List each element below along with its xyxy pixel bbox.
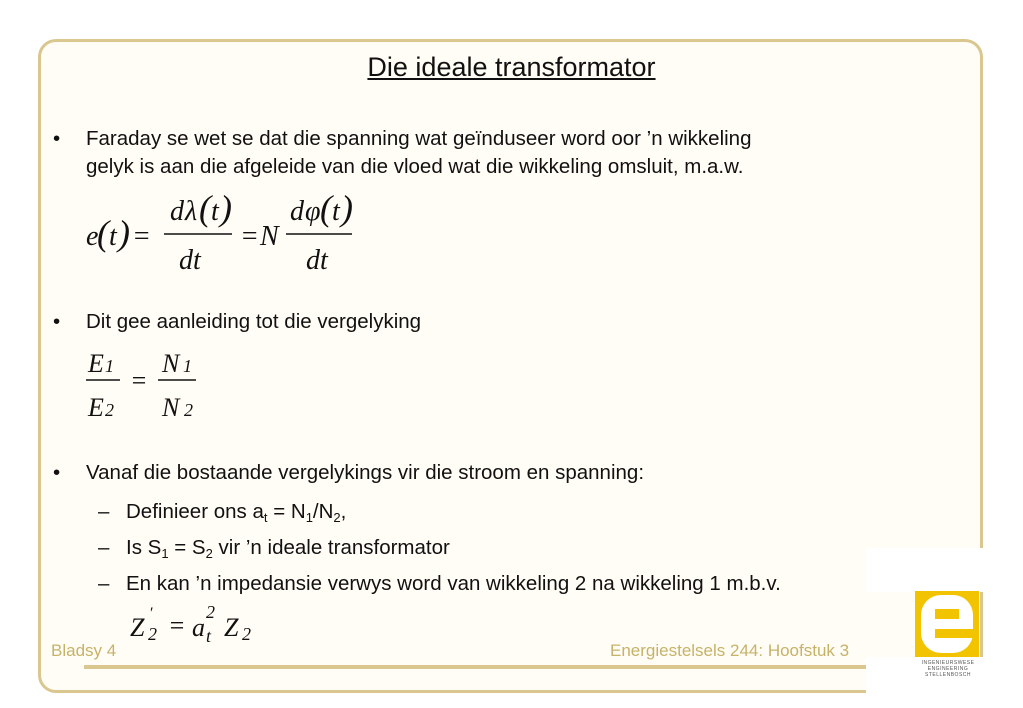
svg-text:d: d <box>170 196 184 227</box>
svg-text:2: 2 <box>105 400 114 420</box>
svg-text:t: t <box>332 196 340 227</box>
svg-text:2: 2 <box>242 624 251 644</box>
sub-dash: – <box>98 536 110 559</box>
footer-course: Energiestelsels 244: Hoofstuk 3 <box>610 641 850 660</box>
svg-text:2: 2 <box>184 400 193 420</box>
svg-text:): ) <box>341 192 353 228</box>
svg-text:λ: λ <box>185 196 198 227</box>
svg-text:N: N <box>162 349 180 378</box>
letter-e-icon <box>915 591 979 657</box>
sub-item-power: – Is $S_1 = S_2$ vir ’n ideale transformator <box>98 536 450 561</box>
ratio-equation <box>84 344 209 428</box>
svg-text:2: 2 <box>206 602 215 622</box>
bullet-faraday-line2: gelyk is aan die afgeleide van die vloed wat die wikkeling omsluit, m.a.w. <box>86 155 744 178</box>
svg-text:N: N <box>260 221 279 252</box>
logo-caption: INGENIEURSWESE ENGINEERING STELLENBOSCH <box>921 660 975 678</box>
svg-text:t: t <box>206 626 212 646</box>
sub-item-impedance: – En kan ’n impedansie verwys word van wikkeling 2 na wikkeling 1 m.b.v. <box>126 570 781 598</box>
svg-text:dt: dt <box>306 245 328 276</box>
svg-text:E: E <box>88 349 104 378</box>
svg-text:(: ( <box>320 192 332 228</box>
svg-text:1: 1 <box>183 356 192 376</box>
bullet-equation-intro <box>53 308 422 336</box>
svg-text:Z: Z <box>130 613 145 642</box>
svg-text:1: 1 <box>105 356 114 376</box>
svg-text:a: a <box>192 613 205 642</box>
bullet-dot: • <box>53 127 61 150</box>
sub-item-turns-ratio: – Definieer ons $a_t = N_1/N_2$, <box>98 500 347 525</box>
engineering-logo <box>915 591 979 657</box>
bullet-dot: • <box>53 461 61 484</box>
svg-text:E: E <box>88 393 104 422</box>
bullet-derivation <box>53 459 645 487</box>
svg-text:t: t <box>211 196 219 227</box>
svg-text:φ: φ <box>305 196 321 227</box>
svg-text:): ) <box>220 192 232 228</box>
faraday-equation <box>80 192 370 284</box>
svg-text:=: = <box>132 221 151 252</box>
sub-dash: – <box>98 500 110 523</box>
bullet-faraday <box>53 125 752 181</box>
svg-text:=: = <box>130 366 148 395</box>
bullet-derivation-text: Vanaf die bostaande vergelykings vir die stroom en spanning: <box>86 461 645 484</box>
svg-text:(: ( <box>199 192 211 228</box>
bullet-dot: • <box>53 310 61 333</box>
slide-title: Die ideale transformator <box>367 52 656 82</box>
bullet-faraday-line1: Faraday se wet se dat die spanning wat geïnduseer word oor ’n wikkeling <box>86 127 752 150</box>
svg-text:′: ′ <box>149 605 153 622</box>
svg-text:(: ( <box>97 213 109 253</box>
svg-text:dt: dt <box>179 245 201 276</box>
footer-divider <box>84 665 866 669</box>
svg-text:): ) <box>118 213 130 253</box>
sub-dash: – <box>98 572 110 595</box>
svg-text:2: 2 <box>148 624 157 644</box>
svg-text:=: = <box>168 611 186 640</box>
svg-text:=: = <box>240 221 259 252</box>
impedance-equation <box>126 600 266 648</box>
footer-page-number: Bladsy 4 <box>51 641 117 660</box>
svg-text:N: N <box>162 393 180 422</box>
svg-text:d: d <box>290 196 304 227</box>
bullet-equation-intro-text: Dit gee aanleiding tot die vergelyking <box>86 310 422 333</box>
svg-text:t: t <box>109 221 117 252</box>
svg-text:Z: Z <box>224 613 239 642</box>
svg-text:e: e <box>86 221 99 252</box>
logo-mask <box>866 548 986 592</box>
